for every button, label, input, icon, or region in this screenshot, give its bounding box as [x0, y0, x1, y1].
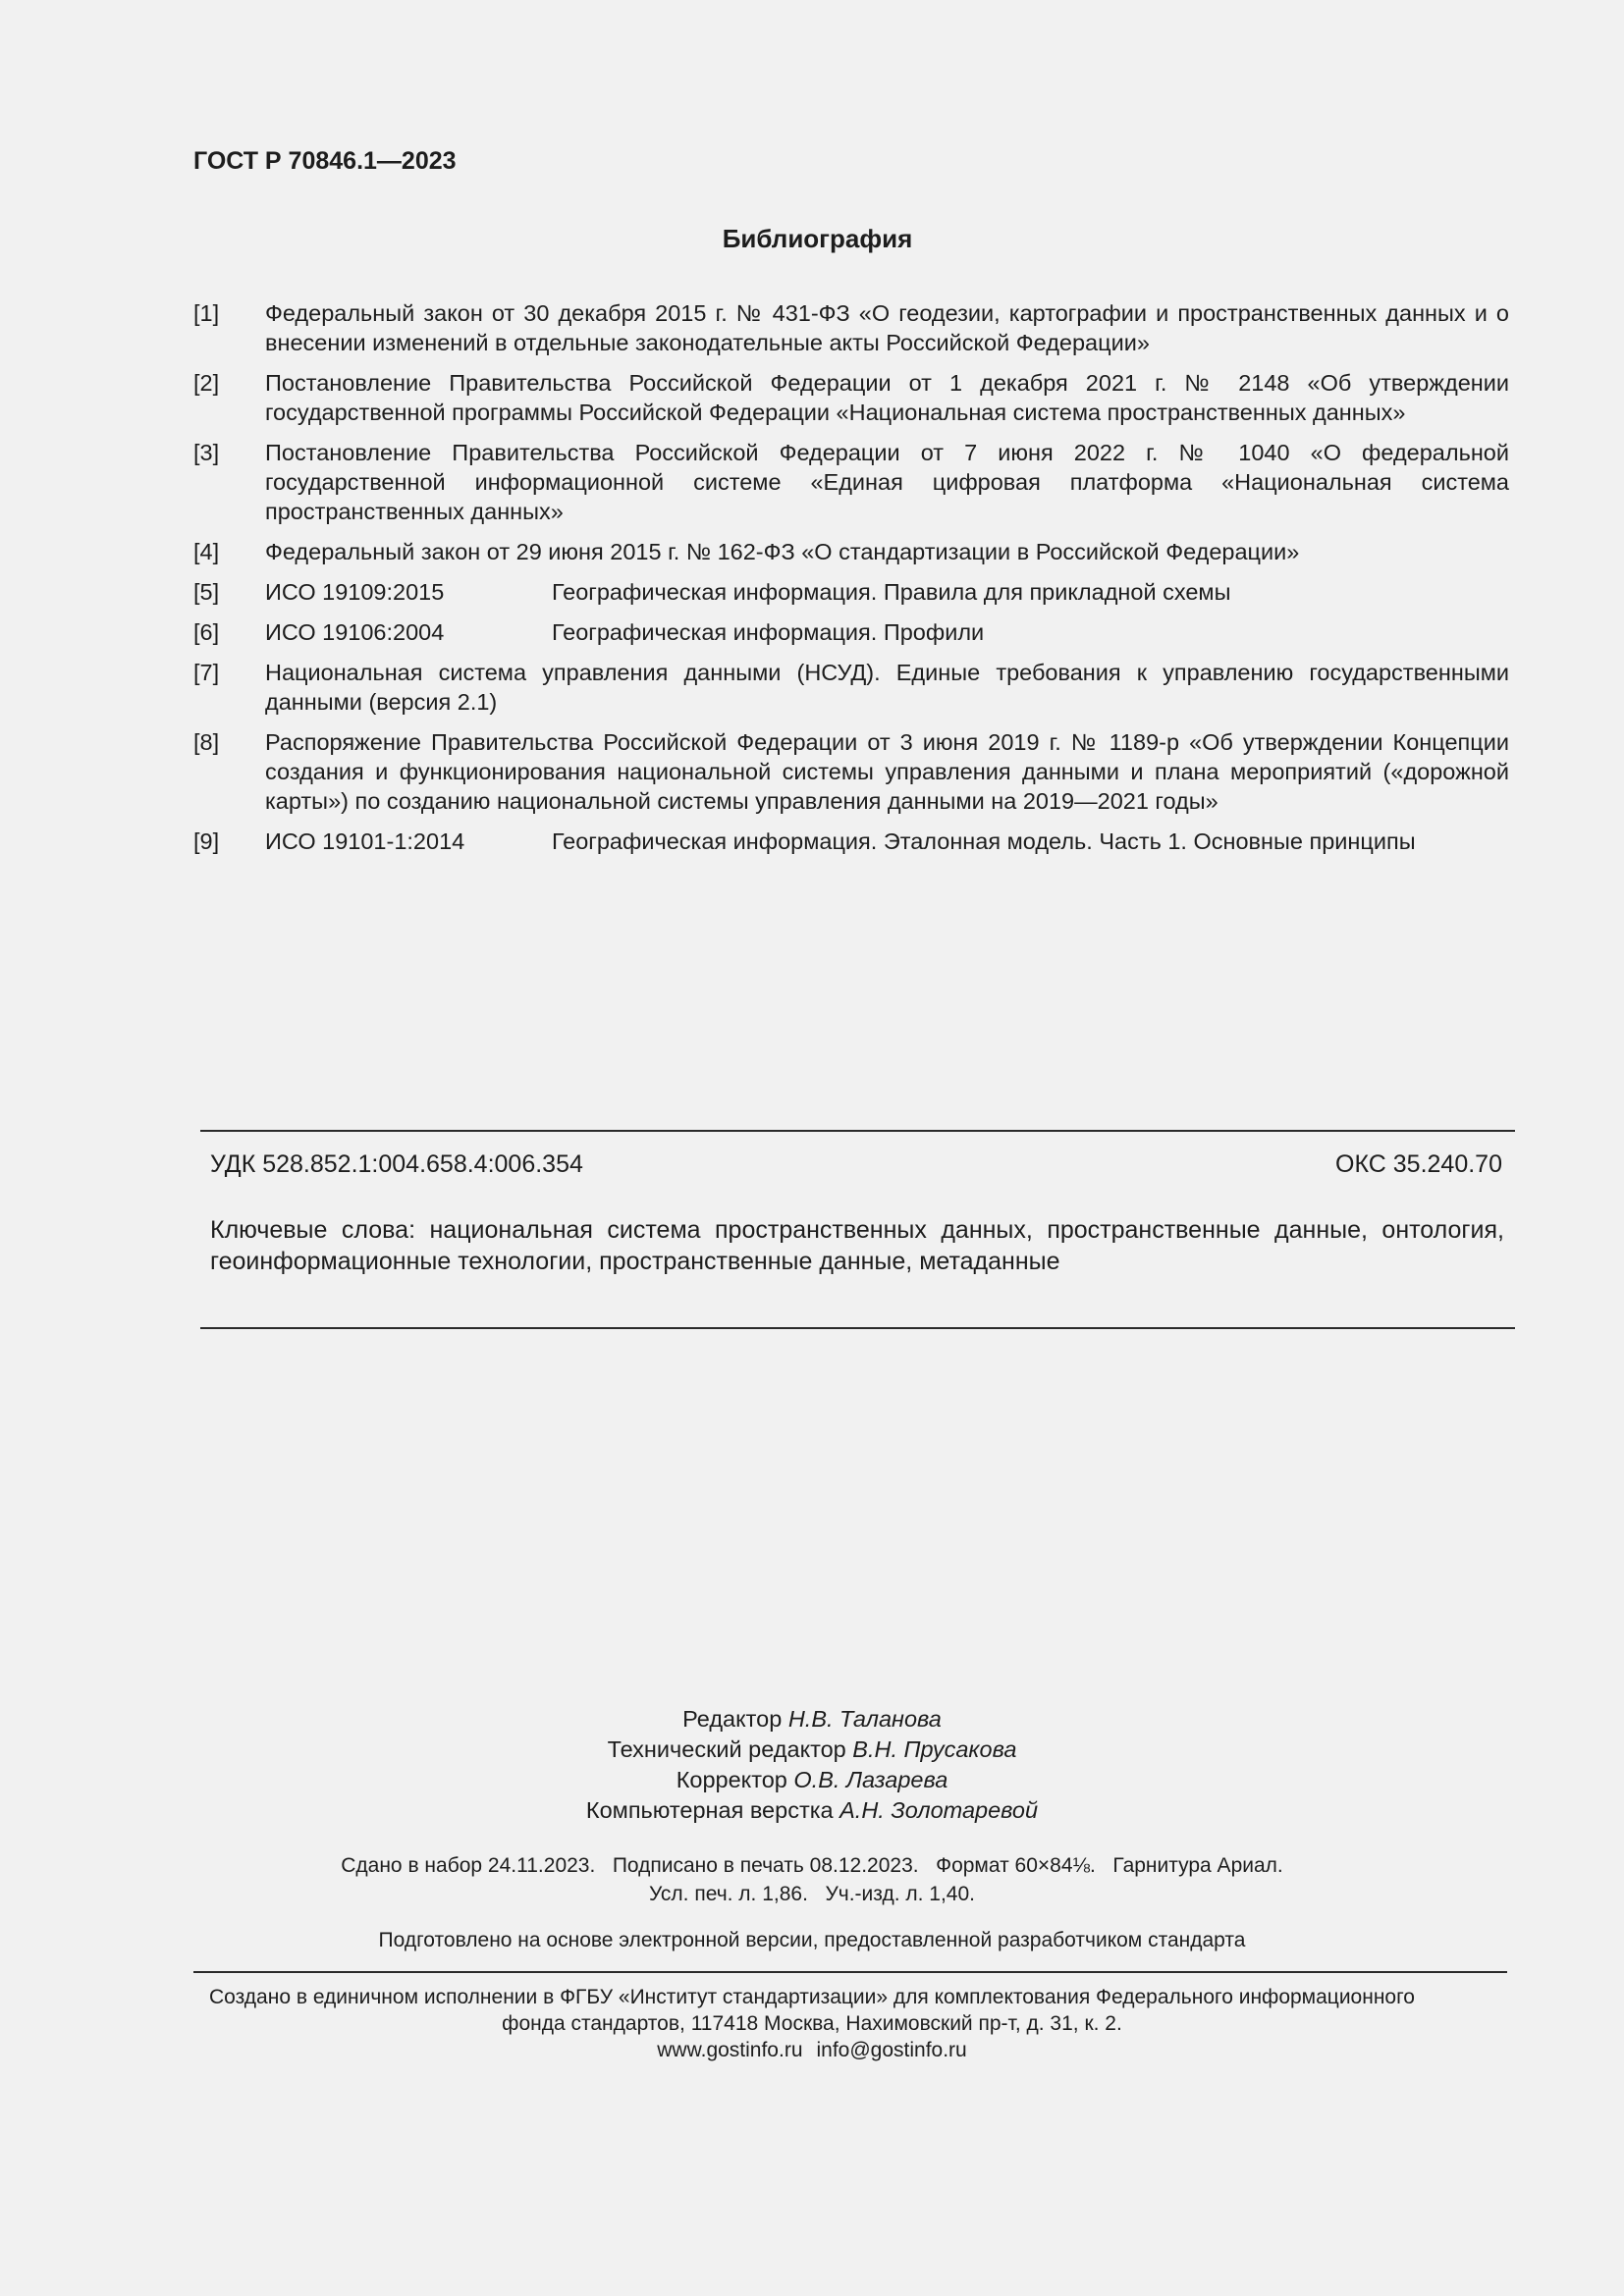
credit-role: Технический редактор	[607, 1736, 846, 1762]
bibliography-entry	[193, 438, 1509, 526]
imprint-block	[0, 1851, 1624, 1908]
udc-code: УДК 528.852.1:004.658.4:006.354	[210, 1150, 583, 1178]
bibliography-entry	[193, 827, 1509, 856]
bibliography-list	[193, 298, 1509, 867]
bibliography-entry	[193, 298, 1509, 357]
credit-role: Редактор	[682, 1706, 783, 1732]
prepared-note: Подготовлено на основе электронной версии, предоставленной разработчиком стандарта	[378, 1929, 1246, 1951]
credit-person: Н.В. Таланова	[787, 1706, 942, 1732]
bibliography-entry	[193, 727, 1509, 816]
credit-role: Компьютерная верстка	[585, 1797, 834, 1823]
document-code: ГОСТ Р 70846.1—2023	[193, 147, 457, 175]
website-link[interactable]: www.gostinfo.ru	[657, 2039, 803, 2061]
entry-text: Географическая информация. Эталонная модель. Часть 1. Основные принципы	[552, 828, 1416, 854]
imprint-line: Усл. печ. л. 1,86. Уч.-изд. л. 1,40.	[648, 1883, 975, 1905]
bibliography-entry	[193, 368, 1509, 427]
entry-text: Географическая информация. Профили	[552, 619, 985, 645]
credit-proofreader	[0, 1765, 1624, 1795]
entry-text: Географическая информация. Правила для прикладной схемы	[552, 579, 1231, 605]
entry-text: Федеральный закон от 30 декабря 2015 г. № 431-ФЗ «О геодезии, картографии и пространственных данных и о внесении изменений в отдельные законодательные акты Российской Федерации»	[265, 300, 1509, 355]
entry-body	[265, 577, 1509, 607]
publisher-block	[0, 1984, 1624, 2063]
email-link[interactable]: info@gostinfo.ru	[816, 2039, 967, 2061]
classification-top-rule	[200, 1130, 1515, 1132]
oks-code: ОКС 35.240.70	[1335, 1150, 1502, 1178]
credit-editor	[0, 1704, 1624, 1735]
entry-number: [6]	[193, 619, 220, 645]
bibliography-entry	[193, 617, 1509, 647]
entry-number: [4]	[193, 539, 220, 564]
credit-person: О.В. Лазарева	[793, 1767, 948, 1792]
credit-person: А.Н. Золотаревой	[839, 1797, 1039, 1823]
entry-standard-code: ИСО 19101-1:2014	[265, 828, 465, 854]
entry-number: [7]	[193, 660, 220, 685]
publisher-line: Создано в единичном исполнении в ФГБУ «Институт стандартизации» для комплектования Федерального информационного	[209, 1986, 1415, 2008]
keywords: Ключевые слова: национальная система пространственных данных, пространственные данные, онтология, геоинформационные технологии, пространственные данные, метаданные	[210, 1216, 1504, 1275]
entry-standard-code: ИСО 19109:2015	[265, 579, 445, 605]
credit-tech-editor	[0, 1735, 1624, 1765]
entry-text: Постановление Правительства Российской Федерации от 1 декабря 2021 г. № 2148 «Об утверждении государственной программы Российской Федерации «Национальная система пространственных данных»	[265, 370, 1509, 425]
bibliography-entry	[193, 577, 1509, 607]
entry-standard-code: ИСО 19106:2004	[265, 619, 445, 645]
credit-role: Корректор	[676, 1767, 787, 1792]
entry-number: [8]	[193, 729, 220, 755]
imprint-line: Сдано в набор 24.11.2023. Подписано в печать 08.12.2023. Формат 60×84⅛. Гарнитура Ариал.	[341, 1854, 1283, 1877]
publisher-rule	[193, 1971, 1507, 1973]
entry-text: Распоряжение Правительства Российской Федерации от 3 июня 2019 г. № 1189-р «Об утверждении Концепции создания и функционирования национальной системы управления данными и плана мероприятий («дорожной карты») по созданию национальной системы управления данными на 2019—2021 годы»	[265, 729, 1509, 814]
entry-text: Постановление Правительства Российской Федерации от 7 июня 2022 г. № 1040 «О федеральной государственной информационной системе «Единая цифровая платформа «Национальная система пространственных данных»	[265, 440, 1509, 524]
bibliography-entry	[193, 658, 1509, 717]
entry-body	[265, 827, 1509, 856]
entry-number: [3]	[193, 440, 220, 465]
credits-block	[0, 1704, 1624, 1826]
publisher-line: фонда стандартов, 117418 Москва, Нахимовский пр-т, д. 31, к. 2.	[502, 2012, 1122, 2035]
classification-bottom-rule	[200, 1327, 1515, 1329]
entry-body	[265, 617, 1509, 647]
credit-person: В.Н. Прусакова	[852, 1736, 1017, 1762]
entry-number: [5]	[193, 579, 220, 605]
entry-text: Федеральный закон от 29 июня 2015 г. № 162-ФЗ «О стандартизации в Российской Федерации»	[265, 539, 1300, 564]
bibliography-title: Библиография	[722, 224, 913, 253]
bibliography-entry	[193, 537, 1509, 566]
entry-number: [9]	[193, 828, 220, 854]
entry-number: [1]	[193, 300, 220, 326]
credit-layout	[0, 1795, 1624, 1826]
publisher-contacts	[0, 2037, 1624, 2063]
entry-number: [2]	[193, 370, 220, 396]
entry-text: Национальная система управления данными (НСУД). Единые требования к управлению государственными данными (версия 2.1)	[265, 660, 1509, 715]
